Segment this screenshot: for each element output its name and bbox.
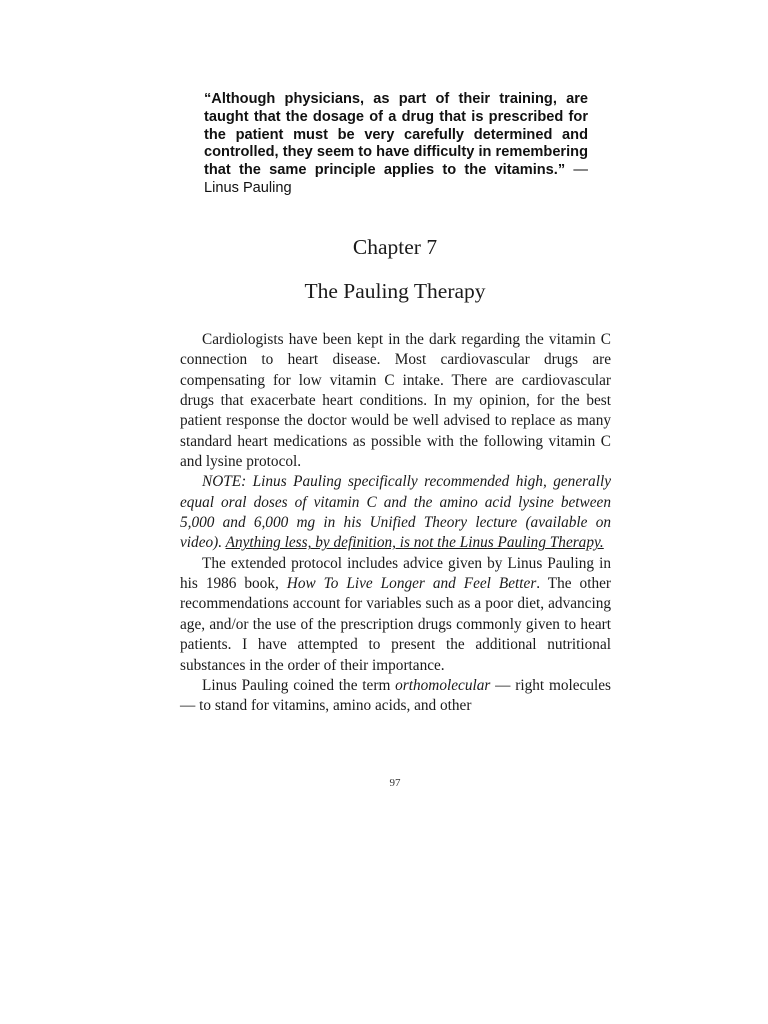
note-underlined-text: Anything less, by definition, is not the Linus Pauling Therapy.: [225, 534, 604, 552]
page-number: 97: [389, 777, 401, 789]
paragraph-3-end: . The other recommendations account for variables such as a poor diet, advancing age, and/or the use of the prescription drugs commonly given to heart patients. I have attempted to present the additional nutritional substances in the order of their importance.: [180, 575, 611, 674]
epigraph-quote: “Although physicians, as part of their training, are taught that the dosage of a drug that is prescribed for the patient must be very carefully determined and controlled, they seem to have difficulty in remembering that the same principle applies to the vitamins.”: [204, 91, 588, 179]
epigraph-dash: —: [565, 162, 588, 179]
paragraph-4: [180, 676, 611, 717]
note-text: NOTE: Linus Pauling specifically recommended high, generally equal oral doses of vitamin C and the amino acid lysine between 5,000 and 6,000 mg in his Unified Theory lecture (available on video).: [180, 473, 611, 552]
book-title: How To Live Longer and Feel Better: [286, 575, 537, 593]
body-text: [180, 330, 611, 717]
orthomolecular-term: orthomolecular: [395, 676, 491, 694]
epigraph: [204, 91, 588, 198]
paragraph-3: [180, 554, 611, 676]
chapter-number: Chapter 7: [352, 235, 438, 259]
epigraph-author: Linus Pauling: [204, 179, 292, 196]
paragraph-1: Cardiologists have been kept in the dark regarding the vitamin C connection to heart disease. Most cardiovascular drugs are compensating for low vitamin C intake. There are cardiovascular drugs that exacerbate heart conditions. In my opinion, for the best patient response the doctor would be well advised to replace as many standard heart medications as possible with the following vitamin C and lysine protocol.: [180, 331, 611, 471]
chapter-title: The Pauling Therapy: [304, 279, 486, 303]
paragraph-4-start: Linus Pauling coined the term: [202, 676, 396, 694]
note-paragraph: [180, 472, 611, 553]
paragraph-4-end: — right molecules — to stand for vitamins, amino acids, and other: [180, 676, 611, 715]
paragraph-3-start: The extended protocol includes advice given by Linus Pauling in his 1986 book,: [180, 554, 611, 593]
